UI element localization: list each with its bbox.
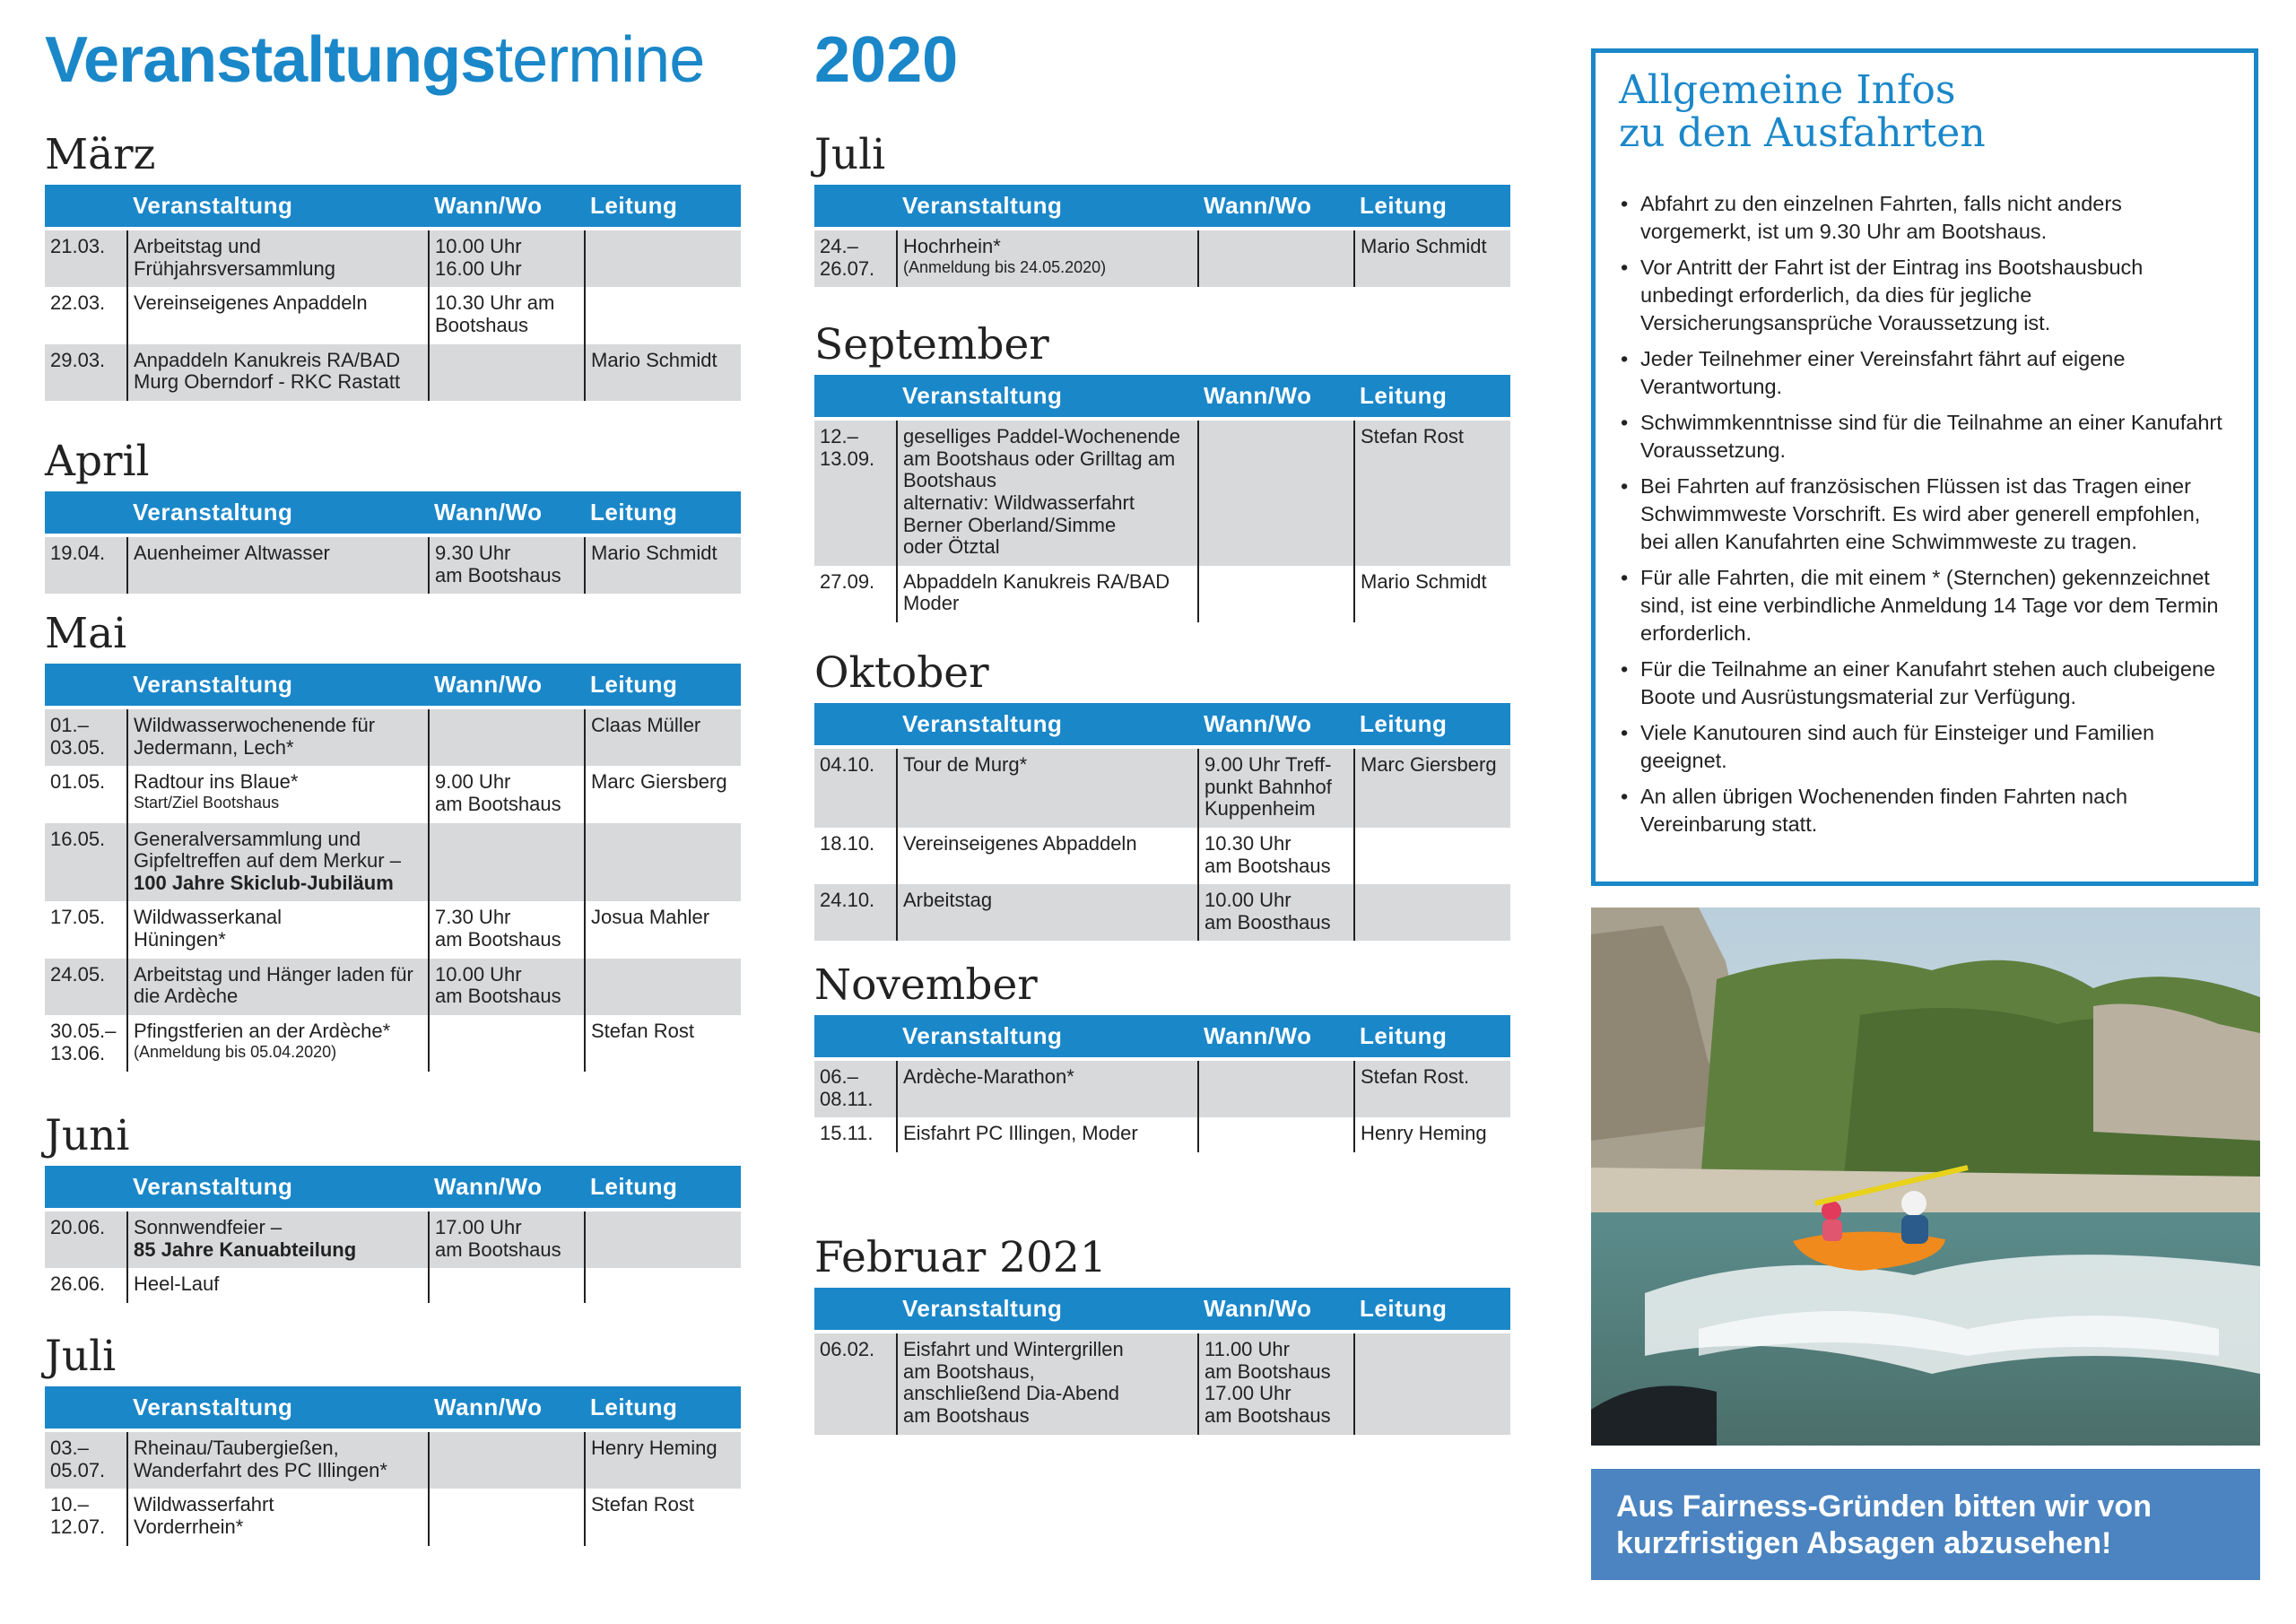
event-title: Wildwasserwochenende für Jedermann, Lech* <box>134 714 376 759</box>
event-table <box>45 664 741 1072</box>
header-event: Veranstaltung <box>897 703 1198 747</box>
cell-lead: Stefan Rost <box>585 1489 741 1545</box>
event-title: Radtour ins Blaue* <box>134 770 299 794</box>
month-section-september <box>814 316 1510 622</box>
cell-when <box>429 1015 585 1072</box>
fairness-banner: Aus Fairness-Gründen bitten wir von kurzfristigen Absagen abzusehen! <box>1591 1469 2260 1580</box>
table-row <box>45 766 741 822</box>
cell-event <box>897 1332 1198 1435</box>
table-row <box>814 884 1510 941</box>
cell-when: 10.30 Uhr am Bootshaus <box>429 287 585 343</box>
event-title: Arbeitstag und Hänger laden für die Ardèche <box>134 962 413 1008</box>
event-highlight: 85 Jahre Kanuabteilung <box>134 1238 357 1261</box>
cell-when: 9.00 Uhr am Bootshaus <box>429 766 585 822</box>
header-event: Veranstaltung <box>127 1386 429 1430</box>
header-lead: Leitung <box>1354 375 1510 419</box>
info-item: • Viele Kanutouren sind auch für Einsteiger und Familien geeignet. <box>1619 719 2234 775</box>
cell-when <box>1198 1059 1354 1117</box>
event-title: Vereinseigenes Anpaddeln <box>134 291 368 315</box>
event-note: Start/Ziel Bootshaus <box>134 793 280 812</box>
cell-lead: Stefan Rost. <box>1354 1059 1510 1117</box>
header-when: Wann/Wo <box>1198 185 1354 229</box>
table-row <box>45 1268 741 1303</box>
month-heading: November <box>814 960 1038 1010</box>
event-highlight: 100 Jahre Skiclub-Jubiläum <box>134 871 394 894</box>
info-title: Allgemeine Infos zu den Ausfahrten <box>1619 67 1986 157</box>
header-date <box>45 1166 127 1210</box>
page-title: Veranstaltungstermine <box>45 24 705 96</box>
event-table <box>814 185 1510 287</box>
cell-lead <box>585 959 741 1015</box>
cell-lead: Marc Giersberg <box>585 766 741 822</box>
month-section-juni <box>45 1107 741 1303</box>
cell-lead <box>585 229 741 287</box>
cell-when: 7.30 Uhr am Bootshaus <box>429 901 585 958</box>
cell-event <box>127 344 429 401</box>
event-title: Eisfahrt und Wintergrillen am Bootshaus, anschließend Dia-Abend am Bootshaus <box>903 1338 1124 1427</box>
header-date <box>814 1288 897 1332</box>
info-item: • Schwimmkenntnisse sind für die Teilnahme an einer Kanufahrt Voraussetzung. <box>1619 409 2234 465</box>
event-title: Anpaddeln Kanukreis RA/BAD Murg Oberndorf - RKC Rastatt <box>134 348 401 394</box>
header-when: Wann/Wo <box>429 664 585 708</box>
table-header-row <box>45 664 741 708</box>
table-header-row <box>814 703 1510 747</box>
cell-date: 10.– 12.07. <box>45 1489 127 1545</box>
table-row <box>45 344 741 401</box>
cell-event <box>127 1015 429 1072</box>
header-when: Wann/Wo <box>429 491 585 535</box>
cell-date: 24.10. <box>814 884 897 941</box>
cell-event <box>127 1489 429 1545</box>
cell-lead: Mario Schmidt <box>1354 566 1510 622</box>
table-row <box>814 229 1510 287</box>
cell-date: 06.02. <box>814 1332 897 1435</box>
cell-date: 21.03. <box>45 229 127 287</box>
header-when: Wann/Wo <box>1198 375 1354 419</box>
table-row <box>814 747 1510 828</box>
cell-lead: Stefan Rost <box>585 1015 741 1072</box>
cell-event <box>127 766 429 822</box>
cell-when <box>1198 229 1354 287</box>
event-table <box>814 1288 1510 1435</box>
header-lead: Leitung <box>585 185 741 229</box>
header-lead: Leitung <box>1354 703 1510 747</box>
info-box <box>1591 48 2258 886</box>
cell-event <box>127 823 429 902</box>
cell-date: 29.03. <box>45 344 127 401</box>
cell-lead <box>585 1210 741 1268</box>
cell-event <box>897 828 1198 884</box>
info-item: • Jeder Teilnehmer einer Vereinsfahrt fährt auf eigene Verantwortung. <box>1619 345 2234 401</box>
table-header-row <box>45 1166 741 1210</box>
table-row <box>814 1332 1510 1435</box>
cell-when <box>429 344 585 401</box>
cell-event <box>127 901 429 958</box>
cell-date: 01.05. <box>45 766 127 822</box>
cell-lead <box>585 287 741 343</box>
cell-date: 19.04. <box>45 535 127 594</box>
event-note: (Anmeldung bis 05.04.2020) <box>134 1042 337 1061</box>
month-section-oktober <box>814 644 1510 941</box>
event-title: Hochrhein* <box>903 235 1001 257</box>
info-item: • Bei Fahrten auf französischen Flüssen ist das Tragen einer Schwimmweste Vorschrift. Es wird aber generell empfohlen, bei allen Kanufahrten eine Schwimmweste zu tragen. <box>1619 473 2234 556</box>
cell-event <box>127 1210 429 1268</box>
cell-lead: Mario Schmidt <box>585 344 741 401</box>
event-table <box>45 1166 741 1303</box>
cell-when <box>429 1268 585 1303</box>
month-heading: Juli <box>45 1332 117 1381</box>
event-table <box>45 491 741 594</box>
cell-lead: Josua Mahler <box>585 901 741 958</box>
cell-when <box>1198 566 1354 622</box>
cell-date: 30.05.– 13.06. <box>45 1015 127 1072</box>
cell-when <box>429 1489 585 1545</box>
header-when: Wann/Wo <box>429 1386 585 1430</box>
table-header-row <box>45 185 741 229</box>
month-section-maerz <box>45 126 741 401</box>
cell-date: 22.03. <box>45 287 127 343</box>
month-heading: Oktober <box>814 648 989 698</box>
cell-date: 16.05. <box>45 823 127 902</box>
table-row <box>814 1059 1510 1117</box>
cell-event <box>127 1268 429 1303</box>
header-event: Veranstaltung <box>897 185 1198 229</box>
info-item: • Abfahrt zu den einzelnen Fahrten, falls nicht anders vorgemerkt, ist um 9.30 Uhr am Bootshaus. <box>1619 190 2234 246</box>
cell-date: 17.05. <box>45 901 127 958</box>
cell-date: 04.10. <box>814 747 897 828</box>
header-when: Wann/Wo <box>1198 703 1354 747</box>
cell-lead: Stefan Rost <box>1354 419 1510 566</box>
month-heading: April <box>45 437 150 486</box>
cell-when <box>429 708 585 766</box>
table-header-row <box>814 375 1510 419</box>
table-row <box>45 1015 741 1072</box>
header-event: Veranstaltung <box>127 664 429 708</box>
header-date <box>45 185 127 229</box>
cell-event <box>897 1059 1198 1117</box>
event-title: Arbeitstag <box>903 889 993 912</box>
month-section-april <box>45 432 741 594</box>
table-row <box>45 959 741 1015</box>
table-row <box>45 708 741 766</box>
month-section-juli <box>45 1327 741 1546</box>
info-item: • Für alle Fahrten, die mit einem * (Sternchen) gekennzeichnet sind, ist eine verbindliche Anmeldung 14 Tage vor dem Termin erforderlich. <box>1619 564 2234 647</box>
info-list <box>1619 190 2234 838</box>
table-row <box>45 287 741 343</box>
cell-when <box>429 1430 585 1489</box>
month-heading: Juli <box>814 130 886 179</box>
header-lead: Leitung <box>1354 1288 1510 1332</box>
header-lead: Leitung <box>585 1386 741 1430</box>
header-event: Veranstaltung <box>127 185 429 229</box>
header-date <box>814 375 897 419</box>
event-note: (Anmeldung bis 24.05.2020) <box>903 257 1107 276</box>
header-lead: Leitung <box>1354 1015 1510 1059</box>
event-title: Tour de Murg* <box>903 753 1028 776</box>
header-when: Wann/Wo <box>429 185 585 229</box>
page-year: 2020 <box>814 24 959 96</box>
table-row <box>814 828 1510 884</box>
cell-event <box>127 535 429 594</box>
header-lead: Leitung <box>585 1166 741 1210</box>
cell-event <box>127 708 429 766</box>
event-title: geselliges Paddel-Wochenende am Bootshaus oder Grilltag am Bootshaus alternativ: Wildwasserfahrt Berner Oberland/Simme oder Ötztal <box>903 425 1181 559</box>
header-when: Wann/Wo <box>429 1166 585 1210</box>
table-header-row <box>814 185 1510 229</box>
event-title: Vereinseigenes Abpaddeln <box>903 831 1137 855</box>
month-heading: März <box>45 130 156 179</box>
cell-when: 10.00 Uhr 16.00 Uhr <box>429 229 585 287</box>
table-row <box>814 419 1510 566</box>
month-heading: Februar 2021 <box>814 1233 1107 1282</box>
cell-lead <box>585 1268 741 1303</box>
cell-lead <box>585 823 741 902</box>
event-title: Rheinau/Taubergießen, Wanderfahrt des PC Illingen* <box>134 1437 387 1481</box>
cell-when <box>1198 1117 1354 1152</box>
event-title: Pfingstferien an der Ardèche* <box>134 1019 391 1042</box>
event-title: Sonnwendfeier – <box>134 1216 283 1238</box>
header-date <box>814 185 897 229</box>
header-event: Veranstaltung <box>897 375 1198 419</box>
header-event: Veranstaltung <box>127 491 429 535</box>
cell-date: 03.– 05.07. <box>45 1430 127 1489</box>
month-section-mai <box>45 604 741 1072</box>
header-event: Veranstaltung <box>897 1015 1198 1059</box>
table-row <box>45 823 741 902</box>
cell-when: 10.00 Uhr am Boosthaus <box>1198 884 1354 941</box>
info-item: • Vor Antritt der Fahrt ist der Eintrag ins Bootshausbuch unbedingt erforderlich, da dies für jegliche Versicherungsansprüche Voraussetzung ist. <box>1619 254 2234 337</box>
cell-event <box>127 229 429 287</box>
event-table <box>45 1386 741 1546</box>
cell-date: 12.– 13.09. <box>814 419 897 566</box>
header-date <box>45 1386 127 1430</box>
table-row <box>45 1489 741 1545</box>
cell-date: 24.05. <box>45 959 127 1015</box>
header-date <box>45 664 127 708</box>
table-header-row <box>814 1288 1510 1332</box>
cell-lead: Marc Giersberg <box>1354 747 1510 828</box>
event-title: Heel-Lauf <box>134 1272 220 1296</box>
month-heading: September <box>814 320 1049 369</box>
month-section-november <box>814 956 1510 1152</box>
event-title: Ardèche-Marathon* <box>903 1065 1074 1088</box>
month-section-februar-2021 <box>814 1229 1510 1435</box>
event-table <box>814 703 1510 941</box>
event-title: Wildwasserfahrt Vorderrhein* <box>134 1493 274 1538</box>
month-heading: Juni <box>45 1111 130 1160</box>
cell-date: 26.06. <box>45 1268 127 1303</box>
table-row <box>45 229 741 287</box>
table-row <box>45 535 741 594</box>
cell-event <box>897 1117 1198 1152</box>
table-row <box>45 1430 741 1489</box>
cell-event <box>897 419 1198 566</box>
cell-when: 17.00 Uhr am Bootshaus <box>429 1210 585 1268</box>
event-title: Generalversammlung und Gipfeltreffen auf dem Merkur – <box>134 827 401 873</box>
cell-date: 18.10. <box>814 828 897 884</box>
cell-when: 10.30 Uhr am Bootshaus <box>1198 828 1354 884</box>
info-item: • Für die Teilnahme an einer Kanufahrt stehen auch clubeigene Boote und Ausrüstungsmaterial zur Verfügung. <box>1619 656 2234 711</box>
cell-lead <box>1354 828 1510 884</box>
month-section-juli-2 <box>814 126 1510 287</box>
cell-event <box>897 747 1198 828</box>
cell-date: 01.– 03.05. <box>45 708 127 766</box>
event-table <box>814 1015 1510 1152</box>
header-lead: Leitung <box>1354 185 1510 229</box>
cell-date: 15.11. <box>814 1117 897 1152</box>
cell-when <box>1198 419 1354 566</box>
cell-date: 06.– 08.11. <box>814 1059 897 1117</box>
month-heading: Mai <box>45 609 127 658</box>
info-item: • An allen übrigen Wochenenden finden Fahrten nach Vereinbarung statt. <box>1619 783 2234 838</box>
cell-when <box>429 823 585 902</box>
cell-date: 24.– 26.07. <box>814 229 897 287</box>
table-row <box>45 901 741 958</box>
cell-lead: Henry Heming <box>585 1430 741 1489</box>
header-date <box>814 1015 897 1059</box>
header-date <box>814 703 897 747</box>
cell-event <box>897 884 1198 941</box>
cell-event <box>897 229 1198 287</box>
event-table <box>45 185 741 401</box>
cell-lead <box>1354 1332 1510 1435</box>
event-title: Arbeitstag und Frühjahrsversammlung <box>134 235 335 280</box>
table-row <box>814 1117 1510 1152</box>
kayak-photo <box>1591 908 2260 1446</box>
table-row <box>45 1210 741 1268</box>
cell-lead: Mario Schmidt <box>585 535 741 594</box>
table-row <box>814 566 1510 622</box>
cell-when: 10.00 Uhr am Bootshaus <box>429 959 585 1015</box>
event-table <box>814 375 1510 622</box>
header-event: Veranstaltung <box>127 1166 429 1210</box>
cell-event <box>127 287 429 343</box>
header-lead: Leitung <box>585 664 741 708</box>
cell-event <box>127 1430 429 1489</box>
header-event: Veranstaltung <box>897 1288 1198 1332</box>
event-title: Wildwasserkanal Hüningen* <box>134 906 283 951</box>
header-when: Wann/Wo <box>1198 1288 1354 1332</box>
header-lead: Leitung <box>585 491 741 535</box>
cell-lead <box>1354 884 1510 941</box>
header-when: Wann/Wo <box>1198 1015 1354 1059</box>
table-header-row <box>814 1015 1510 1059</box>
header-date <box>45 491 127 535</box>
cell-lead: Claas Müller <box>585 708 741 766</box>
cell-when: 9.00 Uhr Treff-punkt Bahnhof Kuppenheim <box>1198 747 1354 828</box>
event-title: Auenheimer Altwasser <box>134 542 330 564</box>
table-header-row <box>45 1386 741 1430</box>
cell-event <box>127 959 429 1015</box>
cell-lead: Henry Heming <box>1354 1117 1510 1152</box>
event-title: Abpaddeln Kanukreis RA/BAD Moder <box>903 569 1170 615</box>
table-header-row <box>45 491 741 535</box>
kayak-photo-illustration <box>1591 908 2260 1446</box>
cell-date: 27.09. <box>814 566 897 622</box>
cell-event <box>897 566 1198 622</box>
cell-date: 20.06. <box>45 1210 127 1268</box>
cell-when: 11.00 Uhr am Bootshaus 17.00 Uhr am Bootshaus <box>1198 1332 1354 1435</box>
event-title: Eisfahrt PC Illingen, Moder <box>903 1122 1138 1145</box>
cell-lead: Mario Schmidt <box>1354 229 1510 287</box>
cell-when: 9.30 Uhr am Bootshaus <box>429 535 585 594</box>
